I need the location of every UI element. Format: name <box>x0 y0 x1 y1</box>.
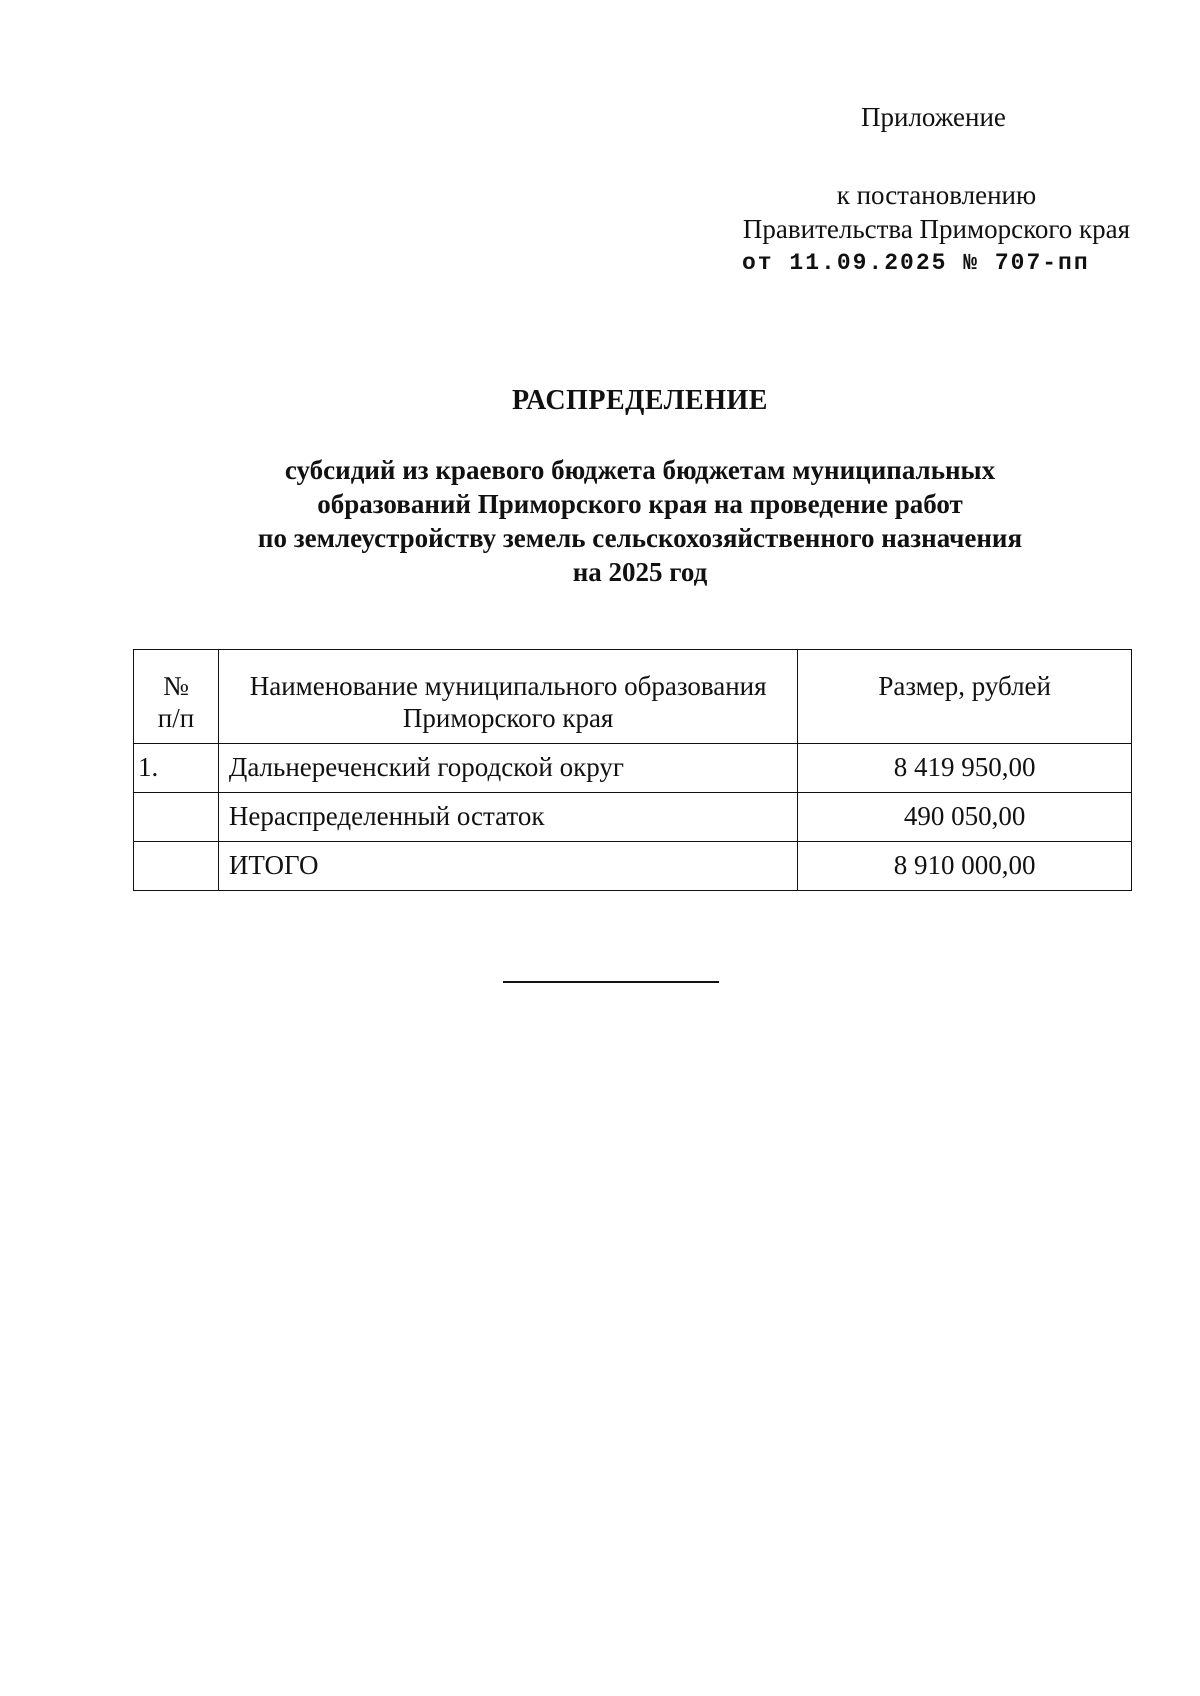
row-municipality-name: Дальнереченский городской округ <box>218 744 797 793</box>
document-subtitle <box>0 453 1200 589</box>
table-header-row <box>134 650 1132 744</box>
row-amount: 490 050,00 <box>798 793 1132 842</box>
header-number-line-1: № <box>163 671 189 701</box>
decree-reference <box>743 178 1130 246</box>
header-amount-label: Размер, рублей <box>878 671 1051 701</box>
header-name-line-1: Наименование муниципального образования <box>249 671 767 701</box>
appendix-label: Приложение <box>861 102 1006 132</box>
decree-reference-line-2: Правительства Приморского края <box>742 214 1130 244</box>
document-title: РАСПРЕДЕЛЕНИЕ <box>512 385 768 416</box>
row-amount: 8 419 950,00 <box>798 744 1132 793</box>
subtitle-line-4: на 2025 год <box>572 557 708 587</box>
subtitle-line-3: по землеустройству земель сельскохозяйственного назначения <box>257 523 1023 553</box>
subtitle-line-2: образований Приморского края на проведение работ <box>317 489 963 519</box>
table-row <box>134 744 1132 793</box>
row-number <box>134 842 219 891</box>
row-municipality-name: Нераспределенный остаток <box>218 793 797 842</box>
header-number <box>134 650 219 744</box>
header-name-line-2: Приморского края <box>402 703 614 733</box>
header-number-line-2: п/п <box>157 703 195 733</box>
row-number <box>134 793 219 842</box>
subtitle-line-1: субсидий из краевого бюджета бюджетам муниципальных <box>284 455 996 485</box>
row-total-amount: 8 910 000,00 <box>798 842 1132 891</box>
decree-reference-line-1: к постановлению <box>836 180 1037 210</box>
table-row-total <box>134 842 1132 891</box>
header-amount <box>798 650 1132 744</box>
row-number: 1. <box>134 744 219 793</box>
row-total-label: ИТОГО <box>218 842 797 891</box>
header-municipality-name <box>218 650 797 744</box>
end-of-document-rule <box>503 981 719 983</box>
table-row <box>134 793 1132 842</box>
decree-date-number-stamp: от 11.09.2025 № 707-пп <box>742 250 1090 276</box>
distribution-table <box>133 649 1132 891</box>
